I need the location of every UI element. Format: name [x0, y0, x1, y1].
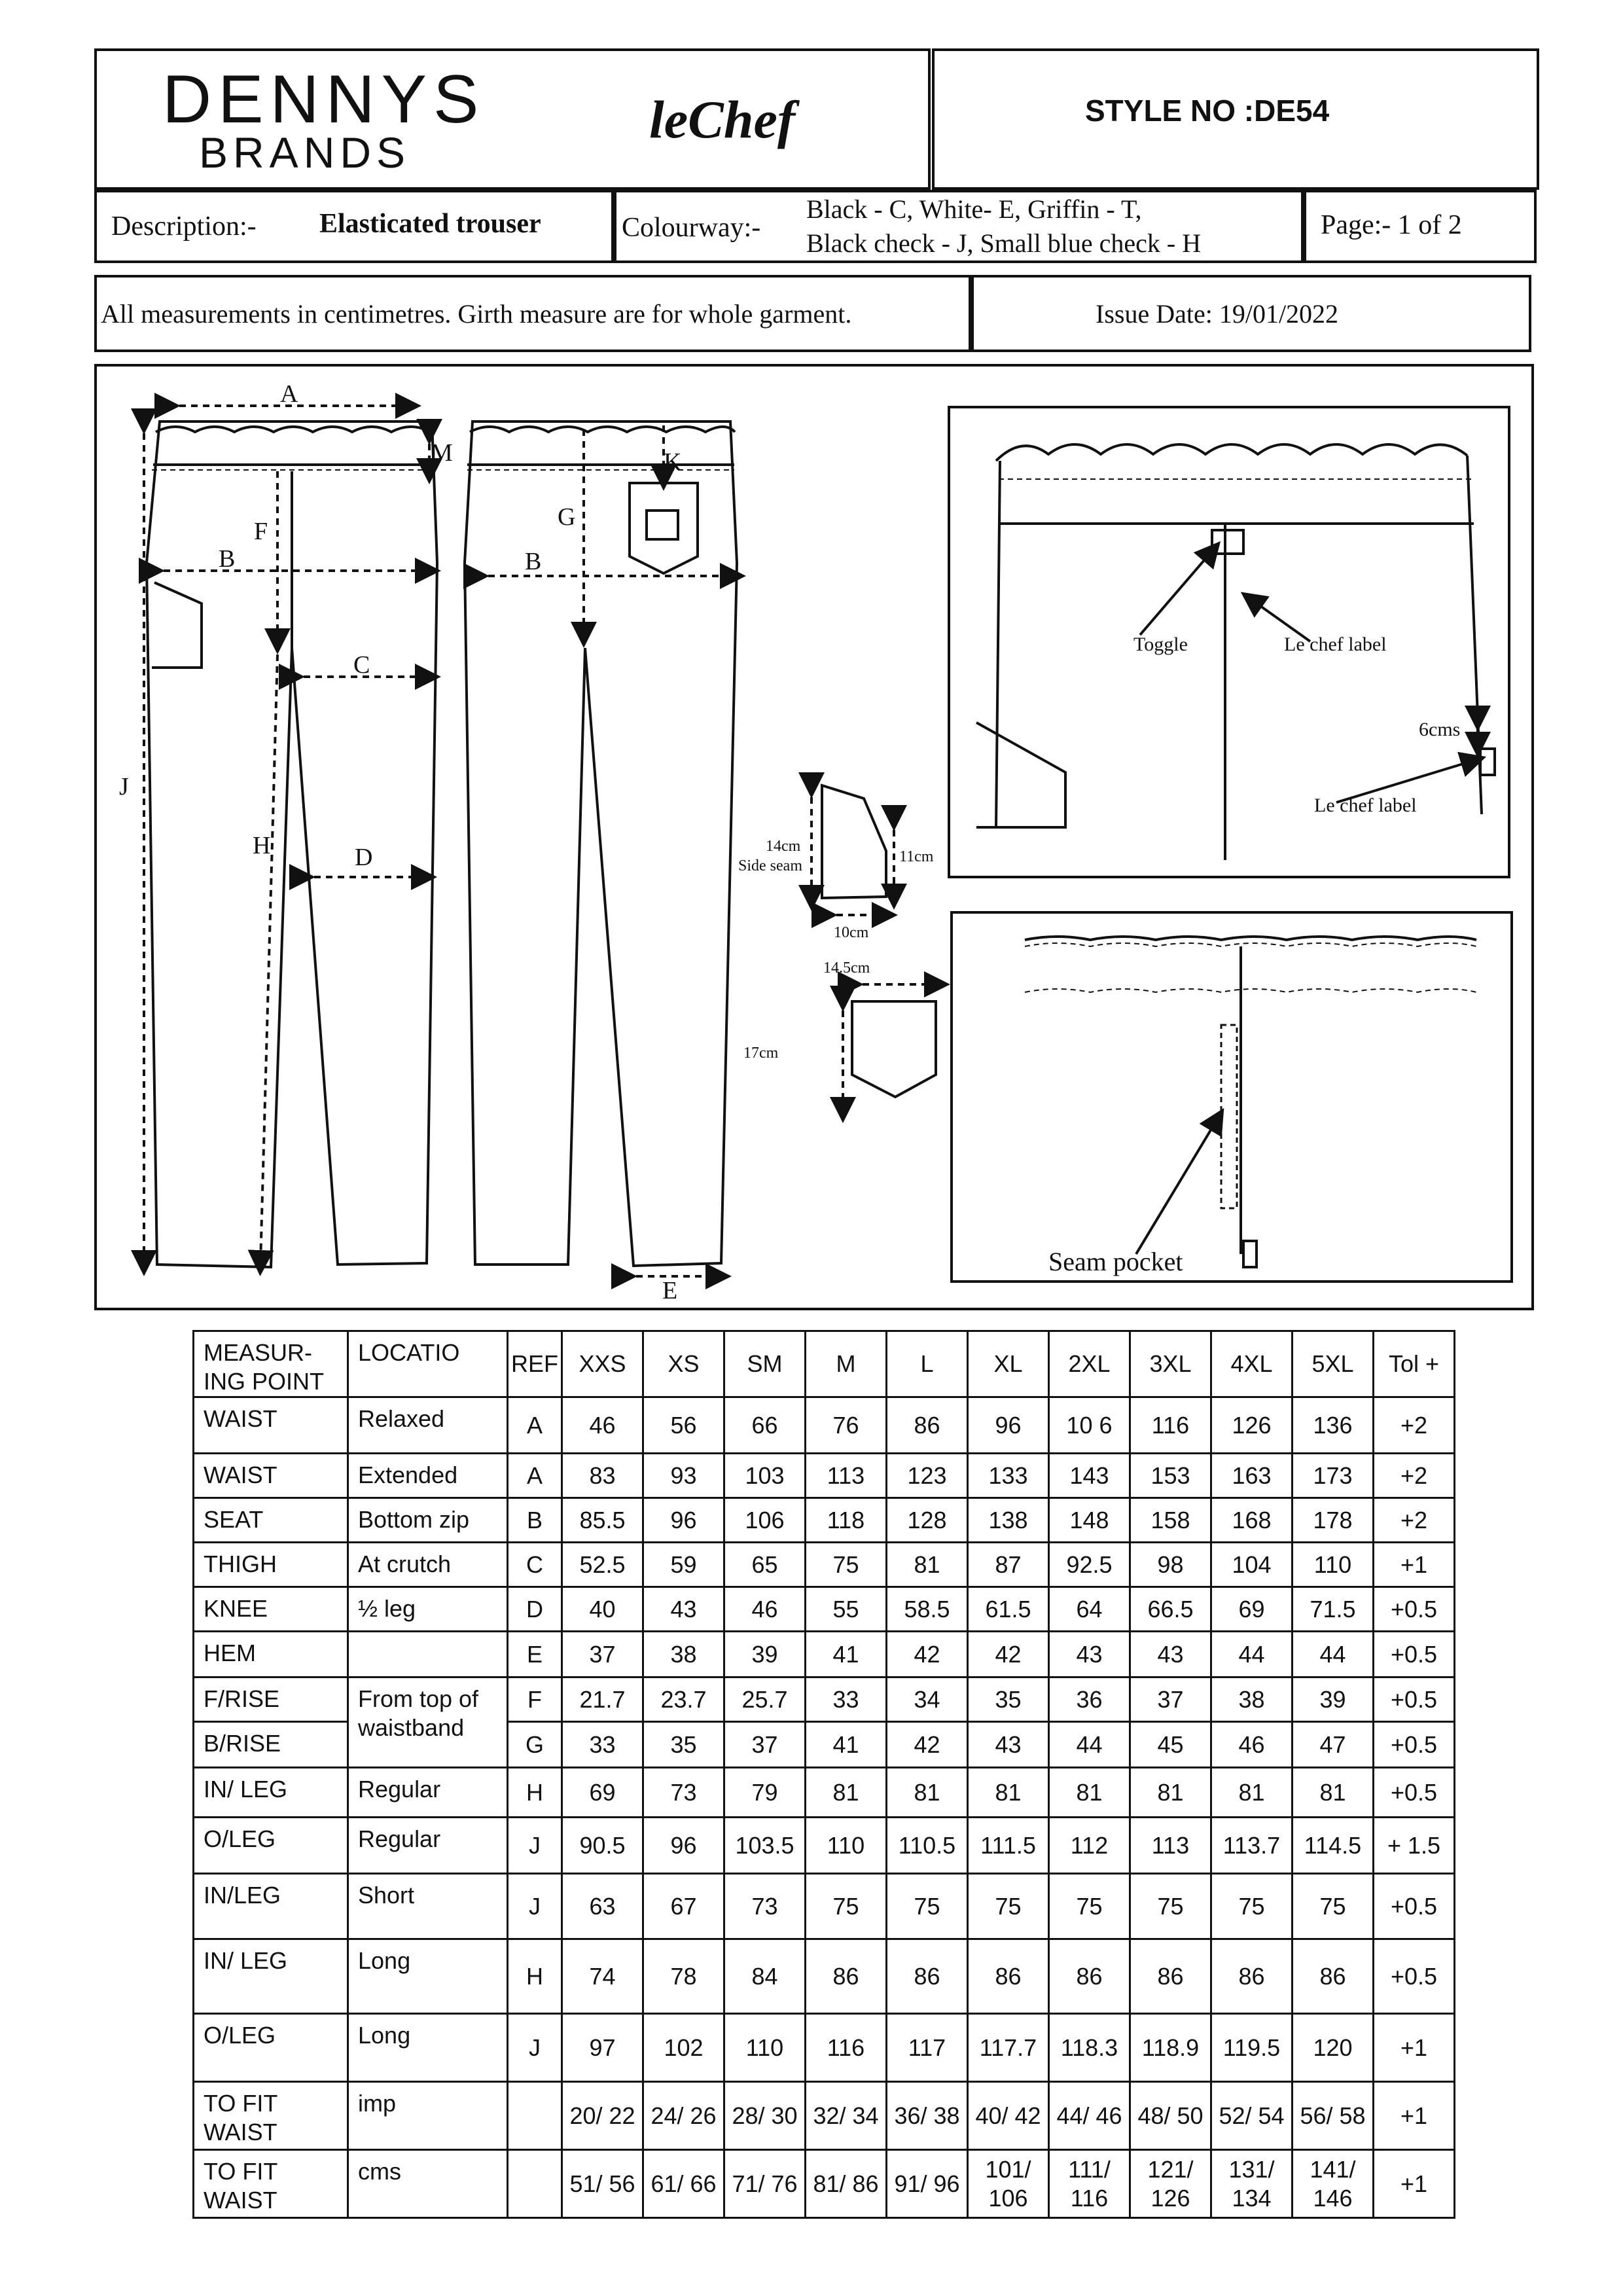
table-cell: Regular	[348, 1818, 508, 1874]
table-cell: HEM	[194, 1632, 348, 1677]
table-cell: 110.5	[887, 1818, 968, 1874]
table-cell: 81	[806, 1768, 887, 1818]
table-cell: 116	[806, 2014, 887, 2082]
table-row	[194, 2014, 1455, 2082]
table-cell: Regular	[348, 1768, 508, 1818]
table-cell: 21.7	[562, 1677, 643, 1722]
table-cell: 10 6	[1049, 1397, 1130, 1454]
table-cell: 98	[1130, 1543, 1211, 1587]
back-trouser-outline	[465, 422, 737, 1266]
table-cell: ½ leg	[348, 1587, 508, 1632]
label-j: J	[119, 773, 129, 800]
waistband-detail-sketch	[950, 408, 1508, 876]
table-cell: 56/ 58	[1293, 2082, 1374, 2150]
table-cell: J	[508, 1818, 562, 1874]
table-cell: 118.9	[1130, 2014, 1211, 2082]
table-header-cell: 2XL	[1049, 1331, 1130, 1397]
description-box	[94, 190, 614, 263]
table-cell: Extended	[348, 1454, 508, 1498]
page-number: Page:- 1 of 2	[1321, 210, 1462, 240]
table-cell: 96	[643, 1818, 724, 1874]
table-cell: 40	[562, 1587, 643, 1632]
le-chef-label-1: Le chef label	[1284, 634, 1387, 655]
table-cell: +1	[1374, 1543, 1455, 1587]
table-cell: 61.5	[968, 1587, 1049, 1632]
brand-header	[94, 48, 931, 190]
table-cell: 24/ 26	[643, 2082, 724, 2150]
table-cell: 113	[806, 1454, 887, 1498]
table-cell: 43	[1130, 1632, 1211, 1677]
table-cell: 113.7	[1211, 1818, 1293, 1874]
table-cell: +1	[1374, 2082, 1455, 2150]
table-cell: +0.5	[1374, 1677, 1455, 1722]
table-header-cell: XS	[643, 1331, 724, 1397]
table-cell: +1	[1374, 2150, 1455, 2218]
table-cell: + 1.5	[1374, 1818, 1455, 1874]
table-row	[194, 1768, 1455, 1818]
table-cell: 51/ 56	[562, 2150, 643, 2218]
table-cell: 163	[1211, 1454, 1293, 1498]
table-row	[194, 2150, 1455, 2218]
table-cell: 101/ 106	[968, 2150, 1049, 2218]
table-cell: 71/ 76	[724, 2150, 806, 2218]
table-cell: 85.5	[562, 1498, 643, 1543]
table-cell	[348, 1632, 508, 1677]
table-cell: 46	[1211, 1722, 1293, 1768]
table-cell: WAIST	[194, 1397, 348, 1454]
table-cell: A	[508, 1454, 562, 1498]
table-cell: 97	[562, 2014, 643, 2082]
table-cell: 86	[887, 1939, 968, 2014]
table-cell: 92.5	[1049, 1543, 1130, 1587]
table-cell: 118.3	[1049, 2014, 1130, 2082]
table-cell: 110	[724, 2014, 806, 2082]
table-cell: 126	[1211, 1397, 1293, 1454]
table-cell: 42	[887, 1632, 968, 1677]
table-cell: 44	[1211, 1632, 1293, 1677]
table-cell: 38	[1211, 1677, 1293, 1722]
table-cell: 35	[643, 1722, 724, 1768]
table-cell: 78	[643, 1939, 724, 2014]
table-cell: +2	[1374, 1397, 1455, 1454]
table-cell: 110	[1293, 1543, 1374, 1587]
table-cell: 37	[1130, 1677, 1211, 1722]
table-cell: 75	[806, 1543, 887, 1587]
table-cell: 71.5	[1293, 1587, 1374, 1632]
table-row	[194, 1454, 1455, 1498]
table-cell: 75	[1211, 1874, 1293, 1939]
table-cell: imp	[348, 2082, 508, 2150]
table-cell: Long	[348, 2014, 508, 2082]
table-row	[194, 1397, 1455, 1454]
table-cell: 86	[806, 1939, 887, 2014]
table-cell: 65	[724, 1543, 806, 1587]
table-cell: 81/ 86	[806, 2150, 887, 2218]
table-cell: 138	[968, 1498, 1049, 1543]
table-cell: 66	[724, 1397, 806, 1454]
label-a: A	[280, 380, 298, 408]
table-cell: 36	[1049, 1677, 1130, 1722]
table-cell: 83	[562, 1454, 643, 1498]
label-d: D	[355, 844, 373, 871]
table-header-cell: MEASUR-ING POINT	[194, 1331, 348, 1397]
table-cell: 117.7	[968, 2014, 1049, 2082]
table-cell: 86	[1049, 1939, 1130, 2014]
table-header-cell: XXS	[562, 1331, 643, 1397]
pocket1-side-measure: 14cm	[766, 838, 801, 855]
toggle-label: Toggle	[1133, 634, 1188, 655]
table-cell: 81	[887, 1768, 968, 1818]
page-box	[1304, 190, 1537, 263]
table-row	[194, 2082, 1455, 2150]
table-cell: B	[508, 1498, 562, 1543]
table-cell: 86	[1211, 1939, 1293, 2014]
table-cell: 104	[1211, 1543, 1293, 1587]
table-cell: 59	[643, 1543, 724, 1587]
table-cell: Relaxed	[348, 1397, 508, 1454]
table-cell: +0.5	[1374, 1632, 1455, 1677]
table-cell: 63	[562, 1874, 643, 1939]
table-cell: 45	[1130, 1722, 1211, 1768]
table-cell: From top of waistband	[348, 1677, 508, 1768]
table-cell: J	[508, 2014, 562, 2082]
table-cell: 93	[643, 1454, 724, 1498]
table-cell: 75	[1130, 1874, 1211, 1939]
lechef-logo: leChef	[649, 90, 796, 149]
table-cell: 87	[968, 1543, 1049, 1587]
table-cell: 25.7	[724, 1677, 806, 1722]
table-cell: 23.7	[643, 1677, 724, 1722]
table-cell: 55	[806, 1587, 887, 1632]
table-cell: 42	[968, 1632, 1049, 1677]
table-cell: 38	[643, 1632, 724, 1677]
table-cell: cms	[348, 2150, 508, 2218]
table-cell: IN/ LEG	[194, 1768, 348, 1818]
pocket2-side-measure: 17cm	[743, 1045, 779, 1062]
table-cell: 64	[1049, 1587, 1130, 1632]
table-header-cell: Tol +	[1374, 1331, 1455, 1397]
table-cell: 168	[1211, 1498, 1293, 1543]
waistband-detail-panel	[948, 406, 1510, 878]
table-cell: 143	[1049, 1454, 1130, 1498]
table-cell: IN/LEG	[194, 1874, 348, 1939]
table-cell: 86	[887, 1397, 968, 1454]
table-cell: 103.5	[724, 1818, 806, 1874]
table-cell: Short	[348, 1874, 508, 1939]
table-cell: 74	[562, 1939, 643, 2014]
table-cell: 20/ 22	[562, 2082, 643, 2150]
table-header-cell: M	[806, 1331, 887, 1397]
measurement-note-box	[94, 275, 971, 352]
label-c: C	[353, 651, 370, 679]
table-header-cell: 5XL	[1293, 1331, 1374, 1397]
table-cell: 73	[643, 1768, 724, 1818]
table-cell: +1	[1374, 2014, 1455, 2082]
table-cell: B/RISE	[194, 1722, 348, 1768]
seam-pocket-detail-panel	[950, 911, 1513, 1283]
table-cell: 43	[1049, 1632, 1130, 1677]
table-cell: 52.5	[562, 1543, 643, 1587]
table-cell: TO FIT WAIST	[194, 2082, 348, 2150]
table-cell: 96	[968, 1397, 1049, 1454]
table-cell: 33	[806, 1677, 887, 1722]
table-row	[194, 1939, 1455, 2014]
table-cell: THIGH	[194, 1543, 348, 1587]
table-cell: 131/ 134	[1211, 2150, 1293, 2218]
table-cell: A	[508, 1397, 562, 1454]
table-cell: 123	[887, 1454, 968, 1498]
table-cell: 41	[806, 1722, 887, 1768]
table-cell: 81	[1049, 1768, 1130, 1818]
table-cell: 75	[887, 1874, 968, 1939]
table-cell: +2	[1374, 1498, 1455, 1543]
table-cell: 32/ 34	[806, 2082, 887, 2150]
table-cell: H	[508, 1768, 562, 1818]
table-cell: +0.5	[1374, 1874, 1455, 1939]
pocket2-top-measure: 14.5cm	[823, 960, 870, 977]
table-cell: 39	[1293, 1677, 1374, 1722]
label-b-back: B	[525, 548, 542, 575]
table-cell: 103	[724, 1454, 806, 1498]
table-cell: 37	[562, 1632, 643, 1677]
table-cell: 118	[806, 1498, 887, 1543]
table-row	[194, 1587, 1455, 1632]
table-cell: 75	[806, 1874, 887, 1939]
table-header-cell: 3XL	[1130, 1331, 1211, 1397]
table-cell: 86	[1293, 1939, 1374, 2014]
table-cell: 34	[887, 1677, 968, 1722]
seam-pocket-sketch	[953, 914, 1510, 1280]
measurement-note: All measurements in centimetres. Girth measure are for whole garment.	[101, 299, 852, 329]
label-b-front: B	[219, 545, 236, 573]
table-cell: +0.5	[1374, 1768, 1455, 1818]
table-cell: 73	[724, 1874, 806, 1939]
table-cell: 81	[1293, 1768, 1374, 1818]
style-number-box	[932, 48, 1539, 190]
six-cms-label: 6cms	[1419, 719, 1461, 740]
brand-name-line1: DENNYS	[162, 62, 486, 137]
table-cell: J	[508, 1874, 562, 1939]
table-cell: 120	[1293, 2014, 1374, 2082]
table-cell: 43	[643, 1587, 724, 1632]
table-cell: 81	[968, 1768, 1049, 1818]
table-row	[194, 1874, 1455, 1939]
table-cell: 42	[887, 1722, 968, 1768]
table-cell: SEAT	[194, 1498, 348, 1543]
description-label: Description:-	[111, 211, 257, 242]
table-cell: 46	[724, 1587, 806, 1632]
table-row	[194, 1632, 1455, 1677]
table-row	[194, 1543, 1455, 1587]
table-header-cell: 4XL	[1211, 1331, 1293, 1397]
table-header-cell: XL	[968, 1331, 1049, 1397]
table-cell: 153	[1130, 1454, 1211, 1498]
issue-date: Issue Date: 19/01/2022	[1096, 299, 1339, 329]
table-cell: 106	[724, 1498, 806, 1543]
table-header-cell: SM	[724, 1331, 806, 1397]
pocket1-bottom-measure: 10cm	[834, 924, 869, 941]
table-cell: KNEE	[194, 1587, 348, 1632]
table-cell: 58.5	[887, 1587, 968, 1632]
table-cell: Bottom zip	[348, 1498, 508, 1543]
table-cell	[508, 2150, 562, 2218]
table-cell: 117	[887, 2014, 968, 2082]
table-cell: +2	[1374, 1454, 1455, 1498]
table-cell: 76	[806, 1397, 887, 1454]
table-cell: F	[508, 1677, 562, 1722]
table-cell: 75	[1293, 1874, 1374, 1939]
colourway-line2: Black check - J, Small blue check - H	[806, 228, 1202, 258]
table-cell: 28/ 30	[724, 2082, 806, 2150]
table-cell: 110	[806, 1818, 887, 1874]
table-cell: 148	[1049, 1498, 1130, 1543]
table-cell: 128	[887, 1498, 968, 1543]
table-header-cell: LOCATIO	[348, 1331, 508, 1397]
table-cell: 75	[1049, 1874, 1130, 1939]
table-cell: 141/ 146	[1293, 2150, 1374, 2218]
table-cell: D	[508, 1587, 562, 1632]
pocket1-right-measure: 11cm	[899, 848, 934, 865]
table-cell: 44/ 46	[1049, 2082, 1130, 2150]
table-cell: 66.5	[1130, 1587, 1211, 1632]
table-cell: 37	[724, 1722, 806, 1768]
table-header-cell: REF	[508, 1331, 562, 1397]
table-cell: E	[508, 1632, 562, 1677]
colourway-label: Colourway:-	[622, 213, 761, 243]
table-cell: 36/ 38	[887, 2082, 968, 2150]
description-value: Elasticated trouser	[319, 209, 541, 239]
table-cell: 133	[968, 1454, 1049, 1498]
table-cell: 178	[1293, 1498, 1374, 1543]
table-cell: 112	[1049, 1818, 1130, 1874]
brand-name-line2: BRANDS	[199, 128, 411, 177]
table-cell: 86	[968, 1939, 1049, 2014]
table-cell: 61/ 66	[643, 2150, 724, 2218]
table-cell: 121/ 126	[1130, 2150, 1211, 2218]
table-cell: WAIST	[194, 1454, 348, 1498]
table-cell: 44	[1293, 1632, 1374, 1677]
table-cell: 52/ 54	[1211, 2082, 1293, 2150]
table-cell: G	[508, 1722, 562, 1768]
table-cell: 44	[1049, 1722, 1130, 1768]
table-cell: 33	[562, 1722, 643, 1768]
table-cell: 113	[1130, 1818, 1211, 1874]
table-cell: 69	[1211, 1587, 1293, 1632]
table-cell: 46	[562, 1397, 643, 1454]
table-cell: C	[508, 1543, 562, 1587]
table-cell: 75	[968, 1874, 1049, 1939]
table-header-row	[194, 1331, 1455, 1397]
table-cell: 102	[643, 2014, 724, 2082]
table-cell: 67	[643, 1874, 724, 1939]
table-cell: At crutch	[348, 1543, 508, 1587]
style-number: STYLE NO :DE54	[1085, 94, 1330, 128]
table-cell: 81	[887, 1543, 968, 1587]
table-header-cell: L	[887, 1331, 968, 1397]
table-cell: 111.5	[968, 1818, 1049, 1874]
table-cell: 79	[724, 1768, 806, 1818]
table-cell: H	[508, 1939, 562, 2014]
table-cell: 136	[1293, 1397, 1374, 1454]
table-cell: O/LEG	[194, 1818, 348, 1874]
label-e: E	[662, 1277, 678, 1304]
issue-date-box	[971, 275, 1531, 352]
label-k: K	[664, 448, 682, 476]
table-cell: 158	[1130, 1498, 1211, 1543]
table-cell: 81	[1130, 1768, 1211, 1818]
table-cell: 47	[1293, 1722, 1374, 1768]
le-chef-label-2: Le chef label	[1314, 795, 1417, 816]
table-cell: 48/ 50	[1130, 2082, 1211, 2150]
table-cell: 173	[1293, 1454, 1374, 1498]
table-cell: IN/ LEG	[194, 1939, 348, 2014]
table-cell: 39	[724, 1632, 806, 1677]
table-cell: TO FIT WAIST	[194, 2150, 348, 2218]
table-row	[194, 1677, 1455, 1722]
table-cell: 43	[968, 1722, 1049, 1768]
table-cell: 86	[1130, 1939, 1211, 2014]
measurement-spec-table	[192, 1330, 1455, 2219]
colourway-line1: Black - C, White- E, Griffin - T,	[806, 194, 1142, 224]
seam-pocket-label: Seam pocket	[1048, 1247, 1183, 1276]
label-m: M	[431, 439, 453, 467]
table-cell: +0.5	[1374, 1587, 1455, 1632]
label-h: H	[253, 832, 271, 859]
table-row	[194, 1818, 1455, 1874]
table-row	[194, 1498, 1455, 1543]
colourway-box	[614, 190, 1304, 263]
table-cell: 81	[1211, 1768, 1293, 1818]
table-cell: +0.5	[1374, 1939, 1455, 2014]
table-cell: 41	[806, 1632, 887, 1677]
table-cell: 69	[562, 1768, 643, 1818]
table-cell: 40/ 42	[968, 2082, 1049, 2150]
table-cell: O/LEG	[194, 2014, 348, 2082]
table-cell: 91/ 96	[887, 2150, 968, 2218]
table-cell: 111/ 116	[1049, 2150, 1130, 2218]
table-cell: 116	[1130, 1397, 1211, 1454]
table-cell: F/RISE	[194, 1677, 348, 1722]
table-cell: 114.5	[1293, 1818, 1374, 1874]
table-cell: +0.5	[1374, 1722, 1455, 1768]
table-cell: 119.5	[1211, 2014, 1293, 2082]
label-f: F	[254, 518, 268, 545]
table-cell: 56	[643, 1397, 724, 1454]
table-cell	[508, 2082, 562, 2150]
table-cell: Long	[348, 1939, 508, 2014]
pocket1-side-seam: Side seam	[738, 857, 802, 874]
table-cell: 96	[643, 1498, 724, 1543]
table-cell: 84	[724, 1939, 806, 2014]
label-g: G	[558, 503, 576, 531]
table-cell: 35	[968, 1677, 1049, 1722]
table-cell: 90.5	[562, 1818, 643, 1874]
